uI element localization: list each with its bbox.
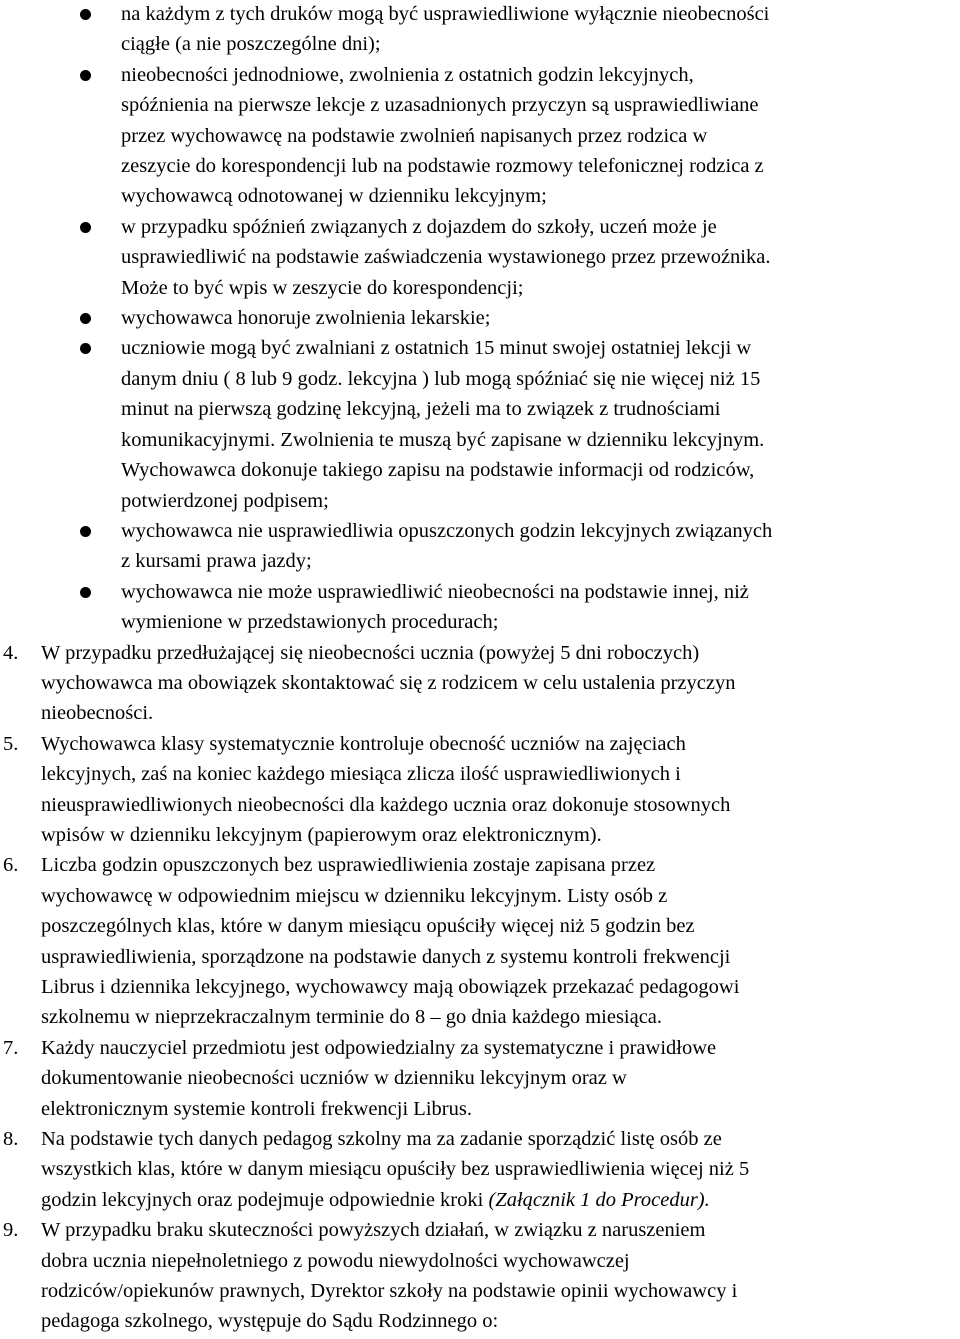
list-item-text: nieobecności jednodniowe, zwolnienia z ostatnich godzin lekcyjnych, spóźnienia na pierwsze lekcje z uzasadnionych przyczyn są usprawiedliwiane przez wychowawcę na podstawie zwolnień napisanych przez rodzica w zeszycie do korespondencji lub na podstawie rozmowy telefonicznej rodzica z wychowawcą odnotowanej w dzienniku lekcyjnym; <box>121 63 764 208</box>
numbered-item-8 <box>0 1124 957 1215</box>
numbered-item-6 <box>0 850 957 1032</box>
item-text: W przypadku przedłużającej się nieobecności ucznia (powyżej 5 dni roboczych) wychowawca ma obowiązek skontaktować się z rodzicem w celu ustalenia przyczyn nieobecności. <box>41 641 736 725</box>
item-text: Liczba godzin opuszczonych bez usprawiedliwienia zostaje zapisana przez wychowawcę w odpowiednim miejscu w dzienniku lekcyjnym. Listy osób z poszczególnych klas, które w danym miesiącu opuściły więcej niż 5 godzin bez usprawiedliwienia, sporządzone na podstawie danych z systemu kontroli frekwencji Librus i dziennika lekcyjnego, wychowawcy mają obowiązek przekazać pedagogowi szkolnemu w nieprzekraczalnym terminie do 8 – go dnia każdego miesiąca. <box>41 854 740 1029</box>
bullet-icon <box>80 343 91 354</box>
bullet-icon <box>80 70 91 81</box>
list-item <box>0 577 960 638</box>
item-number: 8. <box>3 1128 19 1151</box>
item-number: 7. <box>3 1036 19 1059</box>
item-number: 4. <box>3 641 19 664</box>
list-item <box>0 333 960 515</box>
item-number: 5. <box>3 732 19 755</box>
list-item-text: wychowawca nie może usprawiedliwić nieobecności na podstawie innej, niż wymienione w przedstawionych procedurach; <box>121 580 749 634</box>
bullet-icon <box>80 313 91 324</box>
list-item <box>0 212 960 303</box>
item-text: Wychowawca klasy systematycznie kontroluje obecność uczniów na zajęciach lekcyjnych, zaś na koniec każdego miesiąca zlicza ilość usprawiedliwionych i nieusprawiedliwionych nieobecności dla każdego ucznia oraz dokonuje stosownych wpisów w dzienniku lekcyjnym (papierowym oraz elektronicznym). <box>41 732 731 846</box>
item-text: Na podstawie tych danych pedagog szkolny ma za zadanie sporządzić listę osób ze wszystkich klas, które w danym miesiącu opuściły bez usprawiedliwienia więcej niż 5 godzin lekcyjnych oraz podejmuje odpowiednie kroki (Załącznik 1 do Procedur). <box>41 1128 750 1211</box>
attachment-reference: (Załącznik 1 do Procedur). <box>488 1188 710 1211</box>
item-number: 9. <box>3 1219 19 1242</box>
list-item-text: na każdym z tych druków mogą być usprawiedliwione wyłącznie nieobecności ciągłe (a nie poszczególne dni); <box>121 3 770 56</box>
list-item <box>0 303 960 333</box>
list-item-text: wychowawca nie usprawiedliwia opuszczonych godzin lekcyjnych związanych z kursami prawa jazdy; <box>121 519 773 573</box>
numbered-list <box>0 638 960 1337</box>
numbered-item-7 <box>0 1033 957 1124</box>
list-item <box>0 0 960 60</box>
list-item-text: wychowawca honoruje zwolnienia lekarskie; <box>121 307 491 330</box>
bullet-icon <box>80 526 91 537</box>
bullet-icon <box>80 587 91 598</box>
bullet-icon <box>80 9 91 20</box>
list-item-text: w przypadku spóźnień związanych z dojazdem do szkoły, uczeń może je usprawiedliwić na podstawie zaświadczenia wystawionego przez przewoźnika. Może to być wpis w zeszycie do korespondencji; <box>121 215 771 299</box>
list-item <box>0 60 960 212</box>
bullet-list <box>0 0 960 638</box>
item-number: 6. <box>3 854 19 877</box>
item-text: Każdy nauczyciel przedmiotu jest odpowiedzialny za systematyczne i prawidłowe dokumentowanie nieobecności uczniów w dzienniku lekcyjnym oraz w elektronicznym systemie kontroli frekwencji Librus. <box>41 1036 717 1120</box>
list-item <box>0 516 960 577</box>
item-text: W przypadku braku skuteczności powyższych działań, w związku z naruszeniem dobra ucznia niepełnoletniego z powodu niewydolności wychowawczej rodziców/opiekunów prawnych, Dyrektor szkoły na podstawie opinii wychowawcy i pedagoga szkolnego, występuje do Sądu Rodzinnego o: <box>41 1219 738 1333</box>
numbered-item-9 <box>0 1215 957 1337</box>
list-item-text: uczniowie mogą być zwalniani z ostatnich 15 minut swojej ostatniej lekcji w danym dniu ( 8 lub 9 godz. lekcyjna ) lub mogą spóźniać się nie więcej niż 15 minut na pierwszą godzinę lekcyjną, jeżeli ma to związek z trudnościami komunikacyjnymi. Zwolnienia te muszą być zapisane w dzienniku lekcyjnym. Wychowawca dokonuje takiego zapisu na podstawie informacji od rodziców, potwierdzonej podpisem; <box>121 337 765 512</box>
numbered-item-4 <box>0 638 957 729</box>
bullet-icon <box>80 222 91 233</box>
numbered-item-5 <box>0 729 957 851</box>
